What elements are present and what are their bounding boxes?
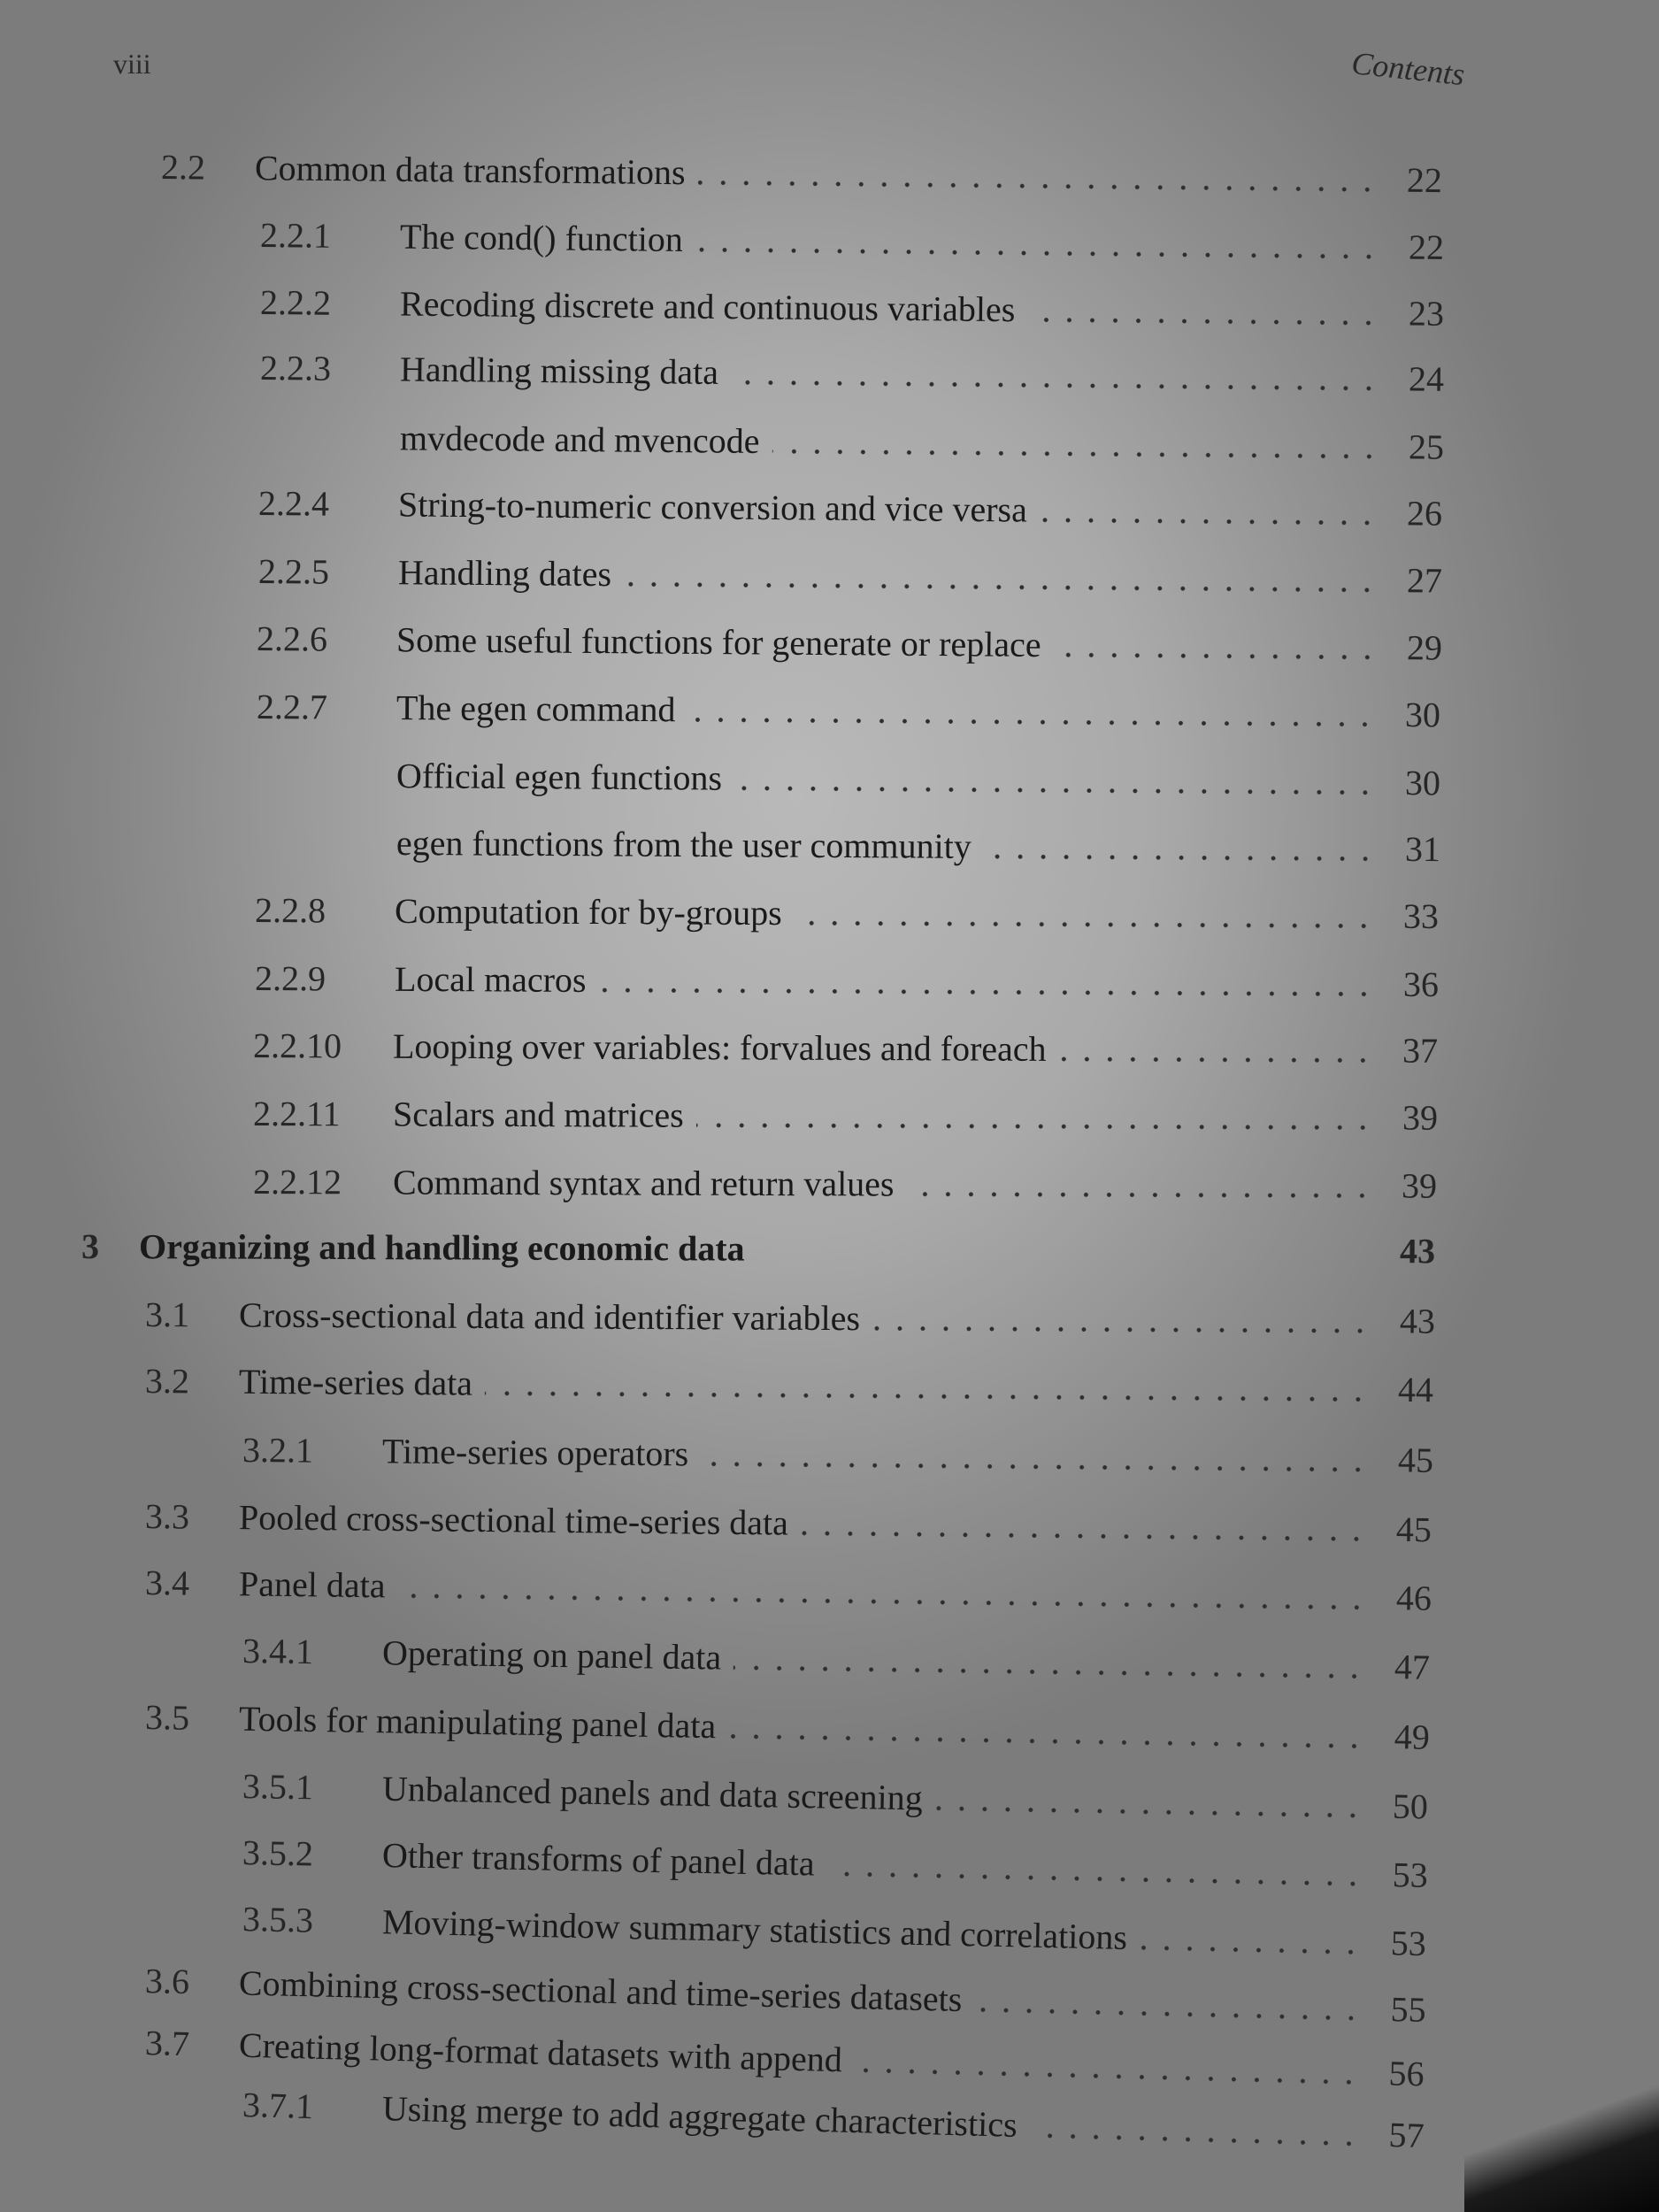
toc-entry (253, 1025, 1438, 1076)
toc-entry-page: 53 (1392, 1854, 1429, 1895)
dot-leader (1053, 651, 1378, 661)
toc-entry-page: 57 (1388, 2114, 1425, 2155)
toc-entry-page: 25 (1408, 426, 1445, 467)
toc-entry-page: 31 (1404, 828, 1441, 870)
dot-leader (772, 448, 1380, 460)
toc-entry-number: 2.2.2 (259, 282, 332, 323)
toc-entry-title: Local macros (394, 958, 587, 1000)
dot-leader (984, 853, 1377, 863)
toc-entry-title: Unbalanced panels and data screening (381, 1768, 924, 1818)
dot-leader (872, 1325, 1371, 1334)
page-corner-shadow (1464, 2070, 1659, 2212)
toc-entry-page: 23 (1408, 293, 1445, 334)
toc-entry-page: 37 (1402, 1030, 1439, 1071)
toc-entry-number: 2.2.7 (256, 687, 328, 727)
toc-entry-title: Cross-sectional data and identifier variables (238, 1294, 861, 1339)
dot-leader (733, 1664, 1366, 1680)
toc-entry-page: 45 (1397, 1440, 1434, 1480)
toc-entry-number: 3.4.1 (242, 1631, 314, 1672)
toc-entry (257, 754, 1440, 808)
toc-entry-title: Combining cross-sectional and time-series datasets (238, 1962, 963, 2019)
toc-entry (257, 686, 1440, 740)
toc-entry-page: 39 (1401, 1165, 1438, 1206)
toc-entry-title: The cond() function (399, 216, 684, 260)
toc-entry-number: 2.2.11 (252, 1094, 341, 1134)
dot-leader (624, 580, 1379, 594)
toc-entry-page: 26 (1406, 493, 1443, 534)
toc-entry (258, 482, 1442, 539)
dot-leader (1140, 1944, 1363, 1955)
toc-entry-number: 3.5.2 (242, 1832, 314, 1874)
toc-entry-title: Tools for manipulating panel data (238, 1698, 717, 1747)
dot-leader (906, 1191, 1372, 1200)
toc-entry-number: 3.5 (144, 1697, 190, 1738)
toc-entry-number: 3.5.1 (242, 1766, 314, 1808)
page-number: viii (113, 48, 151, 80)
dot-leader (757, 1256, 1371, 1264)
toc-entry-title: Computation for by-groups (394, 890, 782, 933)
toc-entry-page: 43 (1399, 1231, 1436, 1271)
toc-entry-title: Handling dates (397, 552, 612, 595)
toc-entry-page: 53 (1390, 1923, 1427, 1964)
toc-entry-page: 33 (1402, 895, 1440, 937)
dot-leader (734, 785, 1377, 796)
toc-entry-title: Command syntax and return values (392, 1162, 895, 1204)
toc-entry-number: 3.2 (144, 1361, 190, 1402)
toc-entry-number: 2.2.9 (254, 958, 326, 999)
toc-entry-number: 3.7 (144, 2023, 190, 2064)
toc-entry (260, 416, 1444, 472)
toc-entry-title: Some useful functions for generate or replace (396, 619, 1041, 664)
dot-leader (697, 179, 1378, 193)
toc-entry (258, 550, 1442, 606)
toc-entry (255, 889, 1439, 941)
toc-entry-page: 22 (1408, 227, 1445, 268)
toc-entry (253, 1161, 1437, 1211)
toc-entry-number: 2.2.10 (252, 1025, 342, 1066)
toc-entry (242, 2084, 1425, 2161)
dot-leader (731, 379, 1380, 392)
toc-entry-title: Using merge to add aggregate characteristics (381, 2088, 1018, 2145)
toc-entry-number: 3 (81, 1226, 100, 1267)
dot-leader (1027, 316, 1380, 326)
toc-entry-page: 50 (1392, 1786, 1429, 1827)
toc-entry-number: 2.2.1 (259, 215, 332, 256)
dot-leader (826, 1870, 1363, 1888)
toc-entry-title: Panel data (238, 1563, 386, 1606)
toc-entry-page: 45 (1395, 1509, 1432, 1550)
toc-entry-title: Looping over variables: forvalues and foreach (392, 1025, 1047, 1069)
dot-leader (687, 716, 1377, 727)
toc-entry-title: Handling missing data (399, 349, 719, 392)
toc-entry (242, 1765, 1429, 1832)
toc-entry-number: 3.4 (144, 1563, 190, 1603)
toc-entry-number: 3.3 (144, 1496, 190, 1537)
toc-entry-number: 2.2.3 (259, 348, 332, 388)
toc-entry-number: 3.2.1 (242, 1430, 314, 1471)
toc-entry (144, 1960, 1426, 2035)
dot-leader (1029, 2131, 1360, 2147)
toc-entry-number: 3.1 (144, 1294, 190, 1335)
toc-entry (255, 957, 1439, 1010)
toc-entry-title: Creating long-format datasets with append (238, 2024, 843, 2080)
dot-leader (485, 1390, 1370, 1403)
toc-entry (260, 347, 1444, 404)
toc-entry-page: 44 (1397, 1369, 1434, 1410)
toc-entry (161, 146, 1442, 205)
toc-entry-title: Organizing and handling economic data (138, 1226, 745, 1269)
toc-entry-number: 2.2 (160, 147, 206, 188)
toc-entry-page: 27 (1406, 560, 1443, 601)
toc-entry-title: Moving-window summary statistics and correlations (381, 1901, 1128, 1957)
toc-entry-page: 22 (1406, 159, 1443, 201)
toc-entry-title: Scalars and matrices (392, 1094, 684, 1135)
toc-entry-title: Recoding discrete and continuous variables (399, 283, 1016, 330)
toc-entry (145, 1360, 1433, 1415)
toc-entry-number: 3.6 (144, 1961, 190, 2002)
toc-entry-number: 2.2.5 (257, 551, 330, 592)
toc-entry-page: 43 (1399, 1301, 1436, 1341)
dot-leader (974, 2006, 1362, 2022)
toc-entry-number: 2.2.4 (257, 483, 330, 524)
toc-entry-page: 47 (1394, 1647, 1431, 1687)
toc-entry (260, 281, 1444, 339)
toc-entry-title: mvdecode and mvencode (399, 418, 760, 461)
toc-entry-number: 2.2.6 (256, 618, 328, 659)
toc-entry-page: 36 (1402, 964, 1440, 1005)
dot-leader (1040, 517, 1379, 526)
toc-entry-title: String-to-numeric conversion and vice versa (397, 484, 1028, 530)
toc-entry-page: 39 (1402, 1097, 1439, 1138)
toc-entry-number: 2.2.8 (254, 890, 326, 931)
toc-entry (145, 1294, 1435, 1347)
toc-entry-number: 3.7.1 (242, 2085, 314, 2127)
dot-leader (701, 1461, 1370, 1474)
toc-entry (257, 821, 1440, 874)
toc-entry-number (257, 854, 396, 855)
toc-entry (145, 1495, 1432, 1555)
toc-entry-number: 2.2.12 (252, 1162, 342, 1202)
toc-entry-page: 24 (1408, 358, 1445, 399)
toc-entry-title: Operating on panel data (381, 1632, 722, 1678)
toc-entry (242, 1630, 1431, 1693)
toc-entry-title: Time-series data (238, 1361, 473, 1403)
dot-leader (854, 2067, 1360, 2086)
toc-entry (257, 618, 1442, 673)
dot-leader (728, 1732, 1366, 1749)
toc-entry-title: The egen command (396, 687, 676, 730)
toc-entry-page: 29 (1406, 627, 1443, 668)
toc-entry (242, 1429, 1433, 1486)
toc-entry-page: 46 (1395, 1578, 1432, 1618)
toc-entry-page: 30 (1404, 763, 1441, 803)
toc-entry-page: 56 (1388, 2053, 1425, 2094)
toc-entry (145, 1562, 1432, 1624)
toc-entry-title: egen functions from the user community (396, 822, 972, 866)
toc-entry-title: Common data transformations (254, 148, 686, 193)
dot-leader (397, 1592, 1368, 1610)
dot-leader (795, 919, 1375, 929)
running-head: Contents (1349, 44, 1467, 93)
toc-entry-page: 55 (1390, 1988, 1427, 2030)
dot-leader (695, 246, 1380, 260)
toc-entry (253, 1093, 1438, 1143)
toc-entry-page: 30 (1404, 695, 1441, 735)
toc-chapter-entry (81, 1225, 1435, 1276)
dot-leader (1059, 1056, 1374, 1064)
toc-entry-page: 49 (1394, 1717, 1431, 1757)
dot-leader (696, 1122, 1374, 1132)
dot-leader (934, 1805, 1363, 1819)
dot-leader (598, 987, 1374, 998)
toc-entry (260, 214, 1444, 273)
toc-entry-number: 3.5.3 (242, 1899, 314, 1940)
toc-entry-title: Official egen functions (396, 756, 723, 798)
toc-entry-title: Other transforms of panel data (381, 1835, 816, 1884)
toc-entry-title: Time-series operators (381, 1431, 689, 1474)
toc-entry (242, 1898, 1426, 1969)
toc-entry (145, 1696, 1431, 1763)
toc-entry-title: Pooled cross-sectional time-series data (238, 1497, 789, 1543)
toc-entry (242, 1832, 1429, 1901)
dot-leader (801, 1530, 1368, 1543)
